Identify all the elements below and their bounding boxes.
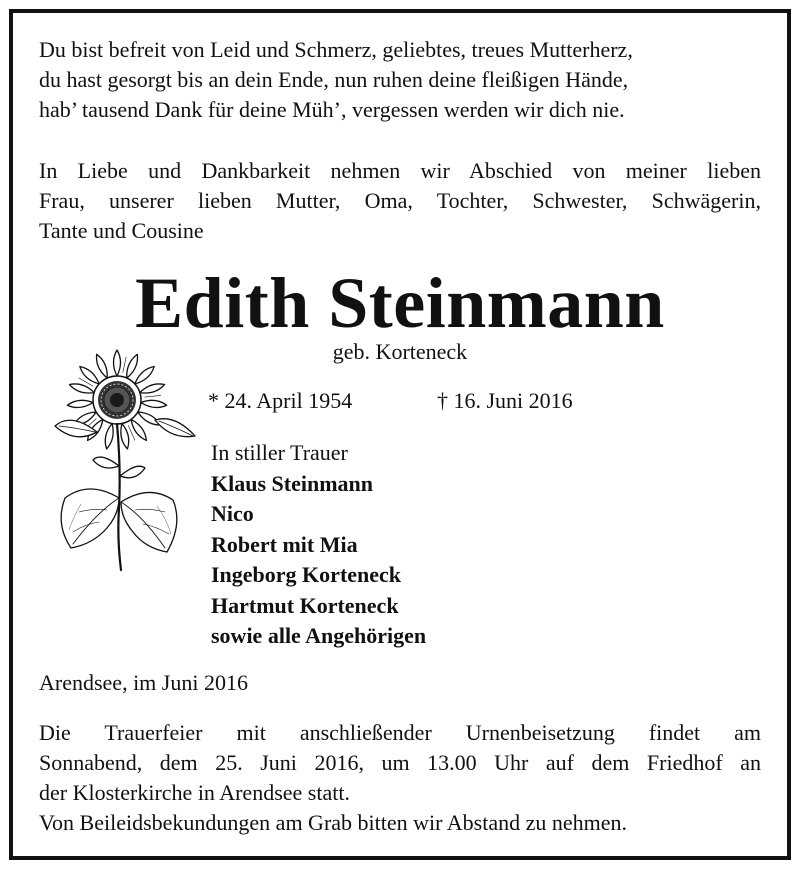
mourner-name: Ingeborg Korteneck bbox=[211, 562, 402, 587]
memorial-verse bbox=[39, 35, 761, 125]
sunflower-icon bbox=[37, 348, 207, 573]
funeral-service-info bbox=[39, 718, 761, 838]
verse-line: hab’ tausend Dank für deine Müh’, vergessen werden wir dich nie. bbox=[39, 97, 625, 122]
death-date: † 16. Juni 2016 bbox=[437, 388, 573, 413]
mourner-name: Hartmut Korteneck bbox=[211, 592, 399, 618]
verse-line: Du bist befreit von Leid und Schmerz, geliebtes, treues Mutterherz, bbox=[39, 37, 633, 62]
farewell-intro bbox=[39, 156, 761, 246]
service-line: Die Trauerfeier mit anschließender Urnenbeisetzung findet am bbox=[39, 720, 761, 745]
mourners-list bbox=[211, 438, 426, 652]
verse-line: du hast gesorgt bis an dein Ende, nun ruhen deine fleißigen Hände, bbox=[39, 67, 629, 92]
intro-line: Frau, unserer lieben Mutter, Oma, Tochter, Schwester, Schwägerin, bbox=[39, 188, 761, 213]
mourners-heading: In stiller Trauer bbox=[211, 440, 348, 465]
intro-line: Tante und Cousine bbox=[39, 218, 204, 243]
mourner-name: Robert mit Mia bbox=[211, 531, 358, 557]
birth-name: geb. Korteneck bbox=[332, 339, 468, 364]
place-and-date: Arendsee, im Juni 2016 bbox=[39, 670, 248, 695]
mourner-name: Klaus Steinmann bbox=[211, 470, 373, 496]
service-line: der Klosterkirche in Arendsee statt. bbox=[39, 780, 350, 805]
mourner-name: Nico bbox=[211, 501, 254, 526]
deceased-name: Edith Steinmann bbox=[135, 263, 665, 343]
intro-line: In Liebe und Dankbarkeit nehmen wir Abschied von meiner lieben bbox=[39, 158, 761, 183]
service-line: Sonnabend, dem 25. Juni 2016, um 13.00 Uhr auf dem Friedhof an bbox=[39, 750, 761, 775]
mourner-name: sowie alle Angehörigen bbox=[211, 623, 427, 648]
birth-date: * 24. April 1954 bbox=[208, 388, 353, 413]
service-line: Von Beileidsbekundungen am Grab bitten wir Abstand zu nehmen. bbox=[39, 810, 627, 835]
obituary-notice bbox=[9, 9, 791, 860]
